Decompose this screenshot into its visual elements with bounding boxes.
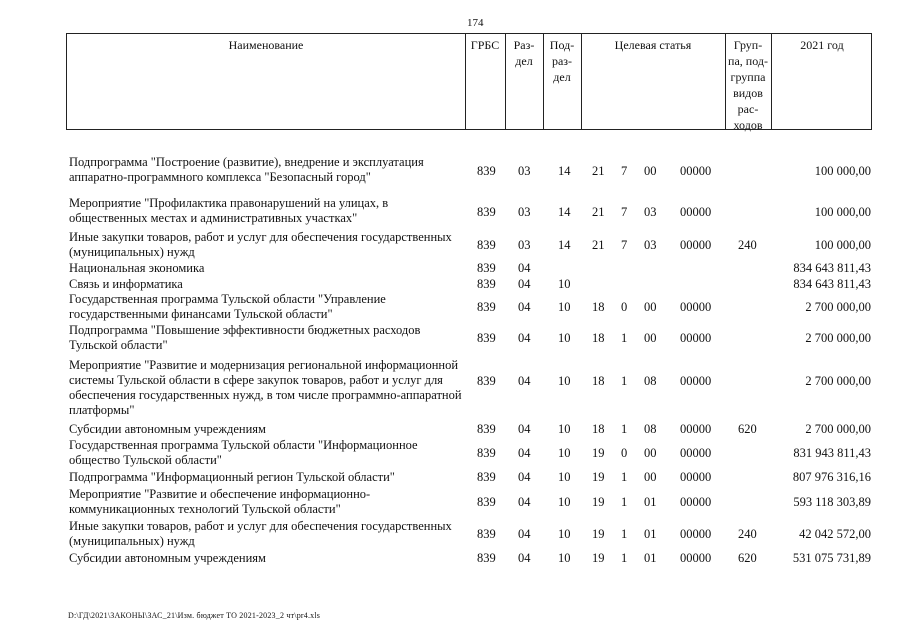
cell-rz: 03 (518, 164, 531, 178)
cell-c2: 1 (621, 374, 628, 388)
cell-c3: 08 (644, 374, 657, 388)
cell-c3: 03 (644, 205, 657, 219)
table-row (0, 470, 905, 484)
table-row (0, 323, 905, 352)
table-row (0, 155, 905, 184)
cell-pr: 10 (558, 446, 571, 460)
cell-grbs: 839 (477, 205, 496, 219)
row-name: Мероприятие "Развитие и модернизация региональной информационной системы Тульской области в сфере закупок товаров, работ и услуг для обеспечения государственных нужд, в том числе программно-аппаратной платформы" (69, 358, 462, 417)
cell-rz: 04 (518, 374, 531, 388)
cell-grbs: 839 (477, 446, 496, 460)
cell-amount: 100 000,00 (814, 238, 871, 252)
table-row (0, 438, 905, 467)
cell-rz: 04 (518, 277, 531, 291)
row-name: Государственная программа Тульской области "Управление государственными финансами Тульской области" (69, 292, 386, 321)
row-name: Субсидии автономным учреждениям (69, 422, 266, 436)
cell-amount: 2 700 000,00 (805, 300, 871, 314)
cell-amount: 831 943 811,43 (793, 446, 871, 460)
cell-grbs: 839 (477, 277, 496, 291)
cell-c4: 00000 (680, 205, 712, 219)
cell-c3: 01 (644, 495, 657, 509)
cell-c4: 00000 (680, 551, 712, 565)
cell-amount: 834 643 811,43 (793, 261, 871, 275)
cell-rz: 04 (518, 446, 531, 460)
cell-grbs: 839 (477, 422, 496, 436)
cell-pr: 10 (558, 470, 571, 484)
cell-pr: 10 (558, 300, 571, 314)
cell-c3: 01 (644, 527, 657, 541)
header-name: Наименование (228, 38, 304, 52)
cell-amount: 834 643 811,43 (793, 277, 871, 291)
cell-amount: 593 118 303,89 (793, 495, 871, 509)
cell-c2: 1 (621, 470, 628, 484)
cell-pr: 14 (558, 164, 571, 178)
table-row (0, 196, 905, 225)
cell-c2: 1 (621, 495, 628, 509)
table-row (0, 277, 905, 291)
cell-c4: 00000 (680, 331, 712, 345)
cell-c2: 1 (621, 527, 628, 541)
row-name: Иные закупки товаров, работ и услуг для обеспечения государственных (муниципальных) нужд (69, 230, 452, 259)
cell-c1: 18 (592, 374, 605, 388)
cell-c3: 00 (644, 300, 657, 314)
cell-c3: 00 (644, 470, 657, 484)
cell-pr: 10 (558, 277, 571, 291)
cell-c4: 00000 (680, 422, 712, 436)
cell-c4: 00000 (680, 470, 712, 484)
cell-c1: 21 (592, 205, 605, 219)
cell-rz: 04 (518, 527, 531, 541)
cell-amount: 2 700 000,00 (805, 374, 871, 388)
cell-c4: 00000 (680, 164, 712, 178)
cell-c4: 00000 (680, 527, 712, 541)
cell-pr: 10 (558, 422, 571, 436)
cell-grbs: 839 (477, 551, 496, 565)
cell-c1: 21 (592, 164, 605, 178)
table-row (0, 230, 905, 259)
cell-c1: 19 (592, 446, 605, 460)
cell-c2: 1 (621, 422, 628, 436)
table-row (0, 261, 905, 275)
header-target-article: Целевая статья (614, 38, 692, 52)
header-grbs: ГРБС (470, 38, 500, 52)
row-name: Подпрограмма "Повышение эффективности бюджетных расходов Тульской области" (69, 323, 421, 352)
cell-grbs: 839 (477, 527, 496, 541)
header-year: 2021 год (800, 38, 844, 52)
cell-c4: 00000 (680, 374, 712, 388)
cell-amount: 531 075 731,89 (792, 551, 871, 565)
row-name: Субсидии автономным учреждениям (69, 551, 266, 565)
cell-c1: 18 (592, 300, 605, 314)
cell-grbs: 839 (477, 470, 496, 484)
table-row (0, 292, 905, 321)
cell-c3: 01 (644, 551, 657, 565)
cell-amount: 2 700 000,00 (805, 331, 871, 345)
table-row (0, 487, 905, 516)
cell-c2: 7 (621, 164, 628, 178)
cell-amount: 807 976 316,16 (792, 470, 871, 484)
cell-c2: 1 (621, 551, 628, 565)
cell-amount: 100 000,00 (814, 164, 871, 178)
table-row (0, 519, 905, 548)
row-name: Подпрограмма "Информационный регион Тульской области" (69, 470, 395, 484)
cell-rz: 04 (518, 551, 531, 565)
cell-grbs: 839 (477, 495, 496, 509)
cell-rz: 03 (518, 238, 531, 252)
cell-grbs: 839 (477, 238, 496, 252)
cell-amount: 42 042 572,00 (799, 527, 871, 541)
cell-pr: 14 (558, 238, 571, 252)
cell-c2: 1 (621, 331, 628, 345)
cell-rz: 04 (518, 422, 531, 436)
file-path-footer: D:\ГД\2021\ЗАКОНЫ\ЗАС_21\Изм. бюджет ТО 2021-2023_2 чт\pr4.xls (68, 611, 321, 620)
cell-grbs: 839 (477, 261, 496, 275)
cell-c3: 00 (644, 331, 657, 345)
cell-c4: 00000 (680, 446, 712, 460)
cell-pr: 10 (558, 495, 571, 509)
cell-c2: 7 (621, 205, 628, 219)
cell-c2: 0 (621, 300, 628, 314)
cell-c3: 03 (644, 238, 657, 252)
cell-rz: 04 (518, 495, 531, 509)
cell-rz: 04 (518, 261, 531, 275)
header-group: Груп- па, под- группа видов рас- ходов (728, 38, 768, 132)
cell-c1: 19 (592, 527, 605, 541)
cell-vr: 620 (738, 551, 757, 565)
cell-c3: 00 (644, 164, 657, 178)
header-podrazdel: Под- раз- дел (549, 38, 575, 84)
header-razdel: Раз- дел (513, 38, 535, 68)
cell-rz: 03 (518, 205, 531, 219)
cell-c1: 21 (592, 238, 605, 252)
cell-rz: 04 (518, 470, 531, 484)
cell-pr: 10 (558, 374, 571, 388)
cell-grbs: 839 (477, 331, 496, 345)
cell-vr: 240 (738, 238, 757, 252)
cell-pr: 10 (558, 331, 571, 345)
cell-pr: 14 (558, 205, 571, 219)
cell-c3: 00 (644, 446, 657, 460)
cell-c2: 7 (621, 238, 628, 252)
row-name: Иные закупки товаров, работ и услуг для обеспечения государственных (муниципальных) нужд (69, 519, 452, 548)
row-name: Национальная экономика (69, 261, 205, 275)
cell-c1: 18 (592, 422, 605, 436)
table-row (0, 422, 905, 436)
page-number: 174 (467, 17, 484, 29)
cell-rz: 04 (518, 300, 531, 314)
row-name: Мероприятие "Профилактика правонарушений на улицах, в общественных местах и административных участках" (69, 196, 389, 225)
cell-c3: 08 (644, 422, 657, 436)
cell-c1: 19 (592, 551, 605, 565)
cell-amount: 100 000,00 (814, 205, 871, 219)
cell-vr: 620 (738, 422, 757, 436)
cell-pr: 10 (558, 527, 571, 541)
cell-vr: 240 (738, 527, 757, 541)
row-name: Государственная программа Тульской области "Информационное общество Тульской области" (69, 438, 418, 467)
cell-grbs: 839 (477, 164, 496, 178)
cell-pr: 10 (558, 551, 571, 565)
cell-grbs: 839 (477, 300, 496, 314)
cell-c1: 19 (592, 470, 605, 484)
row-name: Подпрограмма "Построение (развитие), внедрение и эксплуатация аппаратно-программного комплекса "Безопасный город" (69, 155, 424, 184)
cell-c4: 00000 (680, 238, 712, 252)
cell-c4: 00000 (680, 300, 712, 314)
cell-c1: 18 (592, 331, 605, 345)
row-name: Мероприятие "Развитие и обеспечение информационно-коммуникационных технологий Тульской области" (69, 487, 371, 516)
table-row (0, 551, 905, 565)
table-header (66, 33, 872, 130)
cell-c2: 0 (621, 446, 628, 460)
cell-c4: 00000 (680, 495, 712, 509)
table-row (0, 358, 905, 417)
cell-grbs: 839 (477, 374, 496, 388)
row-name: Связь и информатика (69, 277, 183, 291)
cell-amount: 2 700 000,00 (805, 422, 871, 436)
cell-rz: 04 (518, 331, 531, 345)
cell-c1: 19 (592, 495, 605, 509)
